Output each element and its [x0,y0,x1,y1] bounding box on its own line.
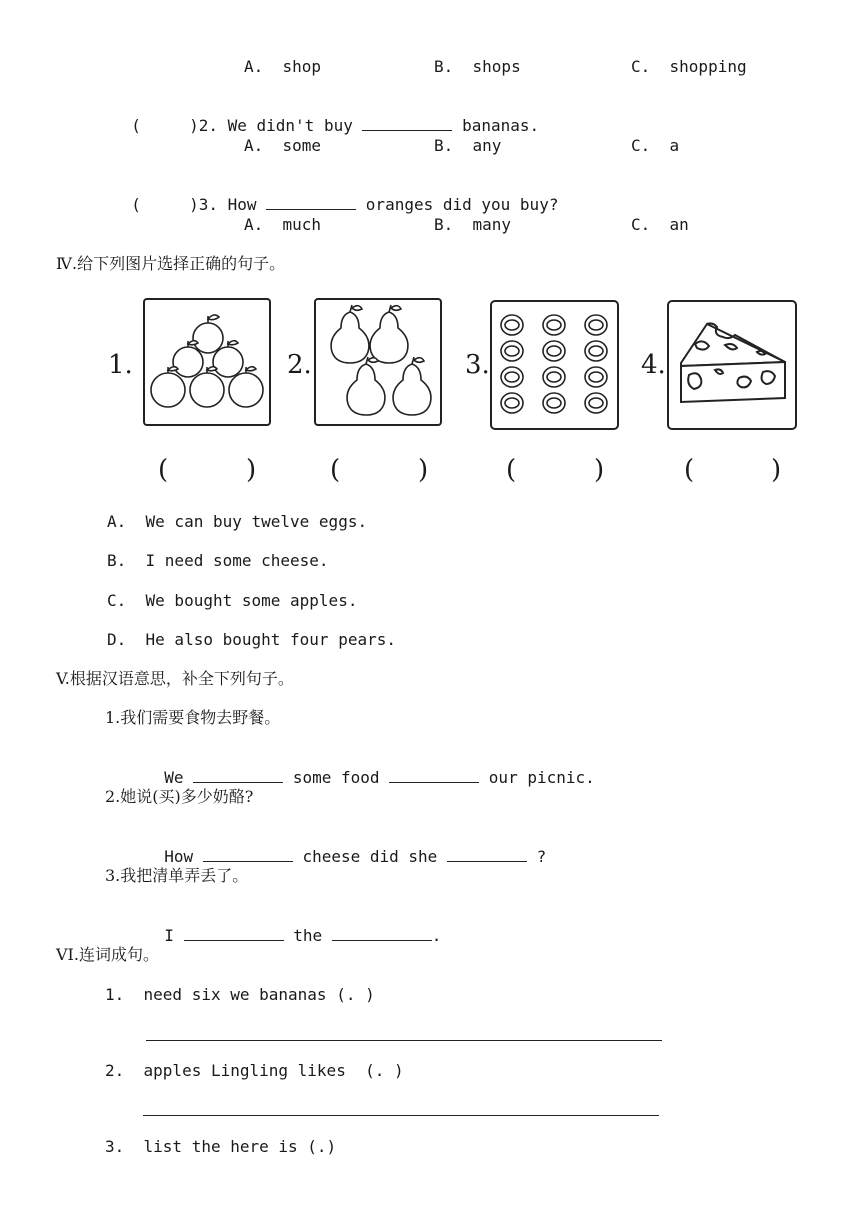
sentence-option-d: D. He also bought four pears. [107,630,396,649]
answer-line-1[interactable] [146,1040,662,1041]
sentence-option-a: A. We can buy twelve eggs. [107,512,368,531]
answer-blank[interactable] [447,847,527,862]
translation-prompt-1: 1.我们需要食物去野餐。 [105,708,281,727]
question-number: 3. [198,195,218,214]
answer-blank[interactable] [332,926,432,941]
question-text-after: oranges did you buy? [365,195,559,214]
answer-blank[interactable] [362,116,452,131]
sentence-word: some food [292,768,380,787]
sentence-word: cheese did she [302,847,438,866]
q1-option-b: B. shops [434,57,521,76]
answer-blank[interactable] [184,926,284,941]
answer-blank[interactable] [266,195,356,210]
answer-paren-right-2[interactable]: ) [418,455,429,485]
answer-paren-left-2[interactable]: ( [330,455,341,485]
picture-label-3: 3. [465,350,490,380]
word-order-item-3: 3. list the here is (.) [105,1137,337,1156]
translation-prompt-3: 3.我把清单弄丢了。 [105,866,249,885]
apples-picture [143,298,271,426]
answer-paren[interactable]: ( ) [131,195,199,214]
translation-sentence-2 [145,827,546,867]
answer-paren-left-4[interactable]: ( [684,455,695,485]
sentence-word: I [164,926,174,945]
answer-paren-right-3[interactable]: ) [594,455,605,485]
cheese-picture [667,300,797,430]
answer-paren-left-3[interactable]: ( [506,455,517,485]
question-text-before: How [227,195,257,214]
sentence-option-c: C. We bought some apples. [107,591,358,610]
sentence-word: our picnic. [488,768,595,787]
word-order-item-1: 1. need six we bananas (. ) [105,985,375,1004]
answer-blank[interactable] [193,768,283,783]
picture-label-4: 4. [641,350,666,380]
sentence-word: . [431,926,442,945]
q3-option-b: B. many [434,215,512,234]
q2-option-a: A. some [244,136,322,155]
picture-label-2: 2. [287,350,312,380]
q3-option-c: C. an [631,215,689,234]
section-5-title: V.根据汉语意思，补全下列句子。 [56,669,294,688]
answer-paren-right-1[interactable]: ) [246,455,257,485]
question-number: 2. [198,116,218,135]
eggs-picture [490,300,619,430]
answer-line-2[interactable] [143,1115,659,1116]
answer-paren-right-4[interactable]: ) [771,455,782,485]
q2-option-c: C. a [631,136,680,155]
answer-paren-left-1[interactable]: ( [158,455,169,485]
translation-sentence-3 [145,906,441,946]
section-4-title: Ⅳ.给下列图片选择正确的句子。 [56,254,286,273]
translation-prompt-2: 2.她说(买)多少奶酪? [105,787,254,806]
sentence-word: How [164,847,194,866]
translation-sentence-1 [145,748,595,788]
word-order-item-2: 2. apples Lingling likes (. ) [105,1061,404,1080]
answer-blank[interactable] [389,768,479,783]
sentence-word: We [164,768,184,787]
q1-option-a: A. shop [244,57,322,76]
section-6-title: VI.连词成句。 [56,945,159,964]
answer-blank[interactable] [203,847,293,862]
q3-option-a: A. much [244,215,322,234]
sentence-word: ? [536,847,547,866]
picture-label-1: 1. [108,350,133,380]
question-text-after: bananas. [462,116,540,135]
q1-option-c: C. shopping [631,57,747,76]
question-2 [112,96,539,136]
q2-option-b: B. any [434,136,502,155]
answer-paren[interactable]: ( ) [131,116,199,135]
sentence-word: the [293,926,323,945]
sentence-option-b: B. I need some cheese. [107,551,329,570]
question-3 [112,175,558,215]
question-text-before: We didn't buy [227,116,353,135]
pears-picture [314,298,442,426]
